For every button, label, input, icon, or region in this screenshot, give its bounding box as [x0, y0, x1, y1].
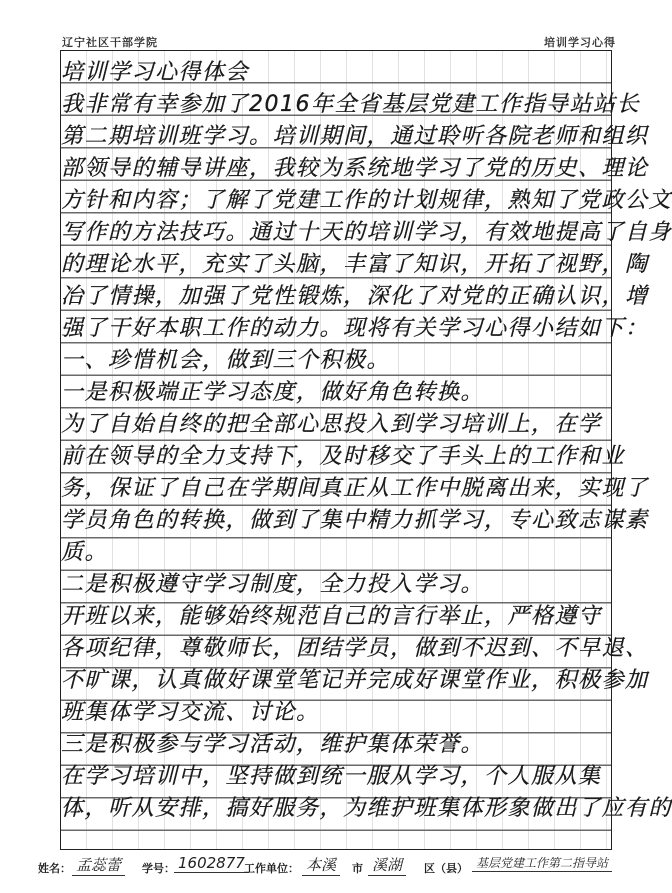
text-line-title: 培训学习心得体会	[61, 60, 250, 85]
text-line: 写作的方法技巧。通过十天的培训学习，有效地提高了自身	[61, 220, 672, 245]
city-value: 本溪	[302, 854, 340, 876]
name-value: 孟蕊蕾	[72, 854, 125, 876]
district-label: 区（县）	[424, 862, 468, 875]
work-unit-value: 基层党建工作第二指导站	[472, 854, 612, 872]
text-line: 为了自始自终的把全部心思投入到学习培训上，在学	[61, 412, 602, 437]
text-line: 务，保证了自己在学期间真正从工作中脱离出来，实现了	[61, 476, 649, 501]
city-label: 市	[352, 862, 363, 875]
subheading-line: 二是积极遵守学习制度，全力投入学习。	[61, 572, 485, 597]
text-line: 班集体学习交流、讨论。	[61, 700, 320, 725]
text-line: 质。	[61, 540, 109, 565]
page-header	[0, 0, 650, 48]
work-unit-label: 工作单位：	[244, 862, 299, 875]
text-line: 的理论水平，充实了头脑，丰富了知识，开拓了视野，陶	[61, 252, 649, 277]
text-line: 强了干好本职工作的动力。现将有关学习心得小结如下：	[61, 316, 649, 341]
text-line: 我非常有幸参加了2016年全省基层党建工作指导站站长	[61, 92, 640, 117]
text-line: 学员角色的转换，做到了集中精力抓学习，专心致志谋素	[61, 508, 649, 533]
document-category: 培训学习心得	[544, 36, 616, 49]
text-line: 不旷课，认真做好课堂笔记并完成好课堂作业，积极参加	[61, 668, 649, 693]
text-line: 在学习培训中，坚持做到统一服从学习，个人服从集	[61, 764, 602, 789]
name-label: 姓名：	[38, 862, 71, 875]
subheading-line: 一是积极端正学习态度，做好角色转换。	[61, 380, 485, 405]
student-info-footer	[38, 852, 638, 878]
text-line: 第二期培训班学习。培训期间，通过聆听各院老师和组织	[61, 124, 649, 149]
text-line: 各项纪律，尊敬师长，团结学员，做到不迟到、不早退、	[61, 636, 649, 661]
text-line: 部领导的辅导讲座，我较为系统地学习了党的历史、理论	[61, 156, 649, 181]
text-line: 冶了情操，加强了党性锻炼，深化了对党的正确认识，增	[61, 284, 649, 309]
student-id-label: 学号：	[142, 862, 175, 875]
text-line: 开班以来，能够始终规范自己的言行举止，严格遵守	[61, 604, 602, 629]
institution-title: 辽宁社区干部学院	[62, 36, 158, 49]
section-heading-line: 一、珍惜机会，做到三个积极。	[61, 348, 391, 373]
district-value: 溪湖	[368, 854, 406, 876]
text-line: 体，听从安排，搞好服务，为维护班集体形象做出了应有的	[61, 796, 672, 821]
text-line: 方针和内容；了解了党建工作的计划规律，熟知了党政公文	[61, 188, 672, 213]
ruled-sheet	[60, 50, 672, 850]
subheading-line: 三是积极参与学习活动，维护集体荣誉。	[61, 732, 485, 757]
student-id-value: 1602877	[174, 854, 249, 873]
text-line: 前在领导的全力支持下，及时移交了手头上的工作和业	[61, 444, 626, 469]
